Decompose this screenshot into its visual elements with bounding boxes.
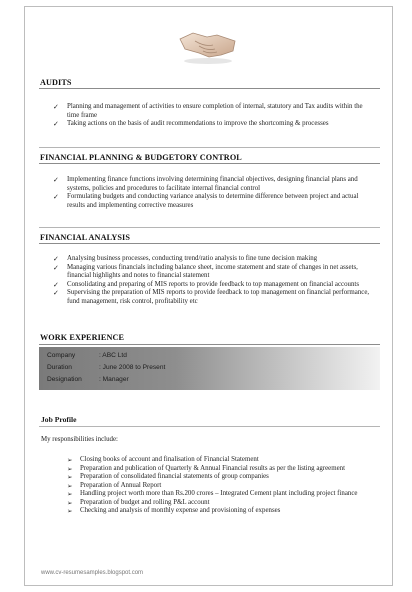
handshake-icon: [177, 21, 239, 65]
list-item-text: Implementing finance functions involving determining financial objectives, designing financial plans and systems, policies and procedures to facilitate internal financial control: [67, 176, 358, 192]
section-divider: [39, 227, 380, 228]
checkmark-icon: ✓: [53, 103, 59, 111]
checkmark-icon: ✓: [53, 289, 59, 298]
work-rule: [39, 344, 380, 345]
analysis-heading: FINANCIAL ANALYSIS: [40, 233, 130, 242]
job-profile-heading: Job Profile: [41, 415, 77, 424]
section-divider: [39, 147, 380, 148]
list-item-text: Preparation of budget and rolling P&L account: [80, 498, 210, 506]
list-item: [67, 490, 367, 499]
list-item-text: Closing books of account and finalisation of Financial Statement: [80, 456, 259, 463]
list-item-text: Supervising the preparation of MIS reports to provide feedback to top management on financial performance, fund management, risk control, profitability etc: [67, 289, 370, 305]
work-row-designation: [47, 376, 129, 383]
planning-rule: [39, 163, 380, 164]
list-item-text: Preparation of Annual Report: [80, 481, 162, 489]
resume-page: [24, 6, 393, 586]
checkmark-icon: ✓: [53, 263, 59, 272]
list-item: [51, 281, 371, 290]
list-item: [51, 176, 371, 193]
checkmark-icon: ✓: [53, 120, 59, 129]
work-value: : ABC Ltd: [99, 352, 127, 359]
list-item-text: Checking and analysis of monthly expense and provisioning of expenses: [80, 507, 281, 514]
work-label: Designation: [47, 376, 82, 383]
work-value: : Manager: [99, 376, 129, 383]
list-item-text: Formulating budgets and conducting variance analysis to determine difference between project and actual results and implementing corrective measures: [67, 193, 359, 209]
list-item: [67, 482, 367, 491]
checkmark-icon: ✓: [53, 255, 59, 263]
arrow-bullet-icon: ➢: [67, 481, 73, 490]
list-item: [67, 465, 367, 474]
work-summary-box: [39, 347, 380, 390]
work-label: Duration: [47, 364, 72, 371]
list-item-text: Handling project worth more than Rs.200 crores – Integrated Cement plant including project finance: [80, 490, 358, 497]
arrow-bullet-icon: ➢: [67, 490, 73, 498]
list-item-text: Preparation of consolidated financial statements of group companies: [80, 473, 269, 480]
list-item-text: Preparation and publication of Quarterly & Annual Financial results as per the listing agreement: [80, 464, 346, 472]
analysis-list: [51, 255, 371, 307]
footer-url[interactable]: www.cv-resumesamples.blogspot.com: [41, 570, 144, 576]
list-item-text: Consolidating and preparing of MIS reports to provide feedback to top management on financial accounts: [67, 280, 360, 288]
list-item: [51, 255, 371, 264]
list-item-text: Taking actions on the basis of audit recommendations to improve the shortcoming & processes: [67, 120, 329, 128]
work-row-company: [47, 352, 127, 359]
planning-list: [51, 176, 371, 210]
work-heading: WORK EXPERIENCE: [40, 333, 125, 342]
list-item-text: Planning and management of activities to ensure completion of internal, statutory and Tax audits within the time frame: [67, 103, 363, 119]
checkmark-icon: ✓: [53, 193, 59, 202]
list-item: [51, 120, 371, 129]
list-item: [51, 193, 371, 210]
list-item: [67, 507, 367, 516]
job-intro: My responsibilities include:: [41, 436, 118, 443]
audits-list: [51, 103, 371, 129]
arrow-bullet-icon: ➢: [67, 498, 73, 507]
job-rule: [39, 426, 380, 427]
list-item-text: Analysing business processes, conducting trend/ratio analysis to fine tune decision making: [67, 255, 318, 262]
list-item: [67, 499, 367, 508]
list-item: [51, 103, 371, 120]
work-value: : June 2008 to Present: [99, 364, 166, 371]
list-item: [51, 289, 371, 306]
checkmark-icon: ✓: [53, 280, 59, 289]
work-row-duration: [47, 364, 165, 371]
list-item: [51, 264, 371, 281]
list-item-text: Managing various financials including balance sheet, income statement and state of changes in net assets, financial highlights and notes to financial statement: [67, 263, 358, 280]
audits-rule: [39, 88, 380, 89]
checkmark-icon: ✓: [53, 176, 59, 184]
arrow-bullet-icon: ➢: [67, 464, 73, 473]
analysis-rule: [39, 243, 380, 244]
list-item: [67, 456, 367, 465]
work-label: Company: [47, 352, 76, 359]
arrow-bullet-icon: ➢: [67, 507, 73, 515]
list-item: [67, 473, 367, 482]
planning-heading: FINANCIAL PLANNING & BUDGETORY CONTROL: [40, 153, 242, 162]
arrow-bullet-icon: ➢: [67, 473, 73, 481]
job-responsibilities-list: [67, 456, 367, 516]
arrow-bullet-icon: ➢: [67, 456, 73, 464]
audits-heading: AUDITS: [40, 78, 72, 87]
